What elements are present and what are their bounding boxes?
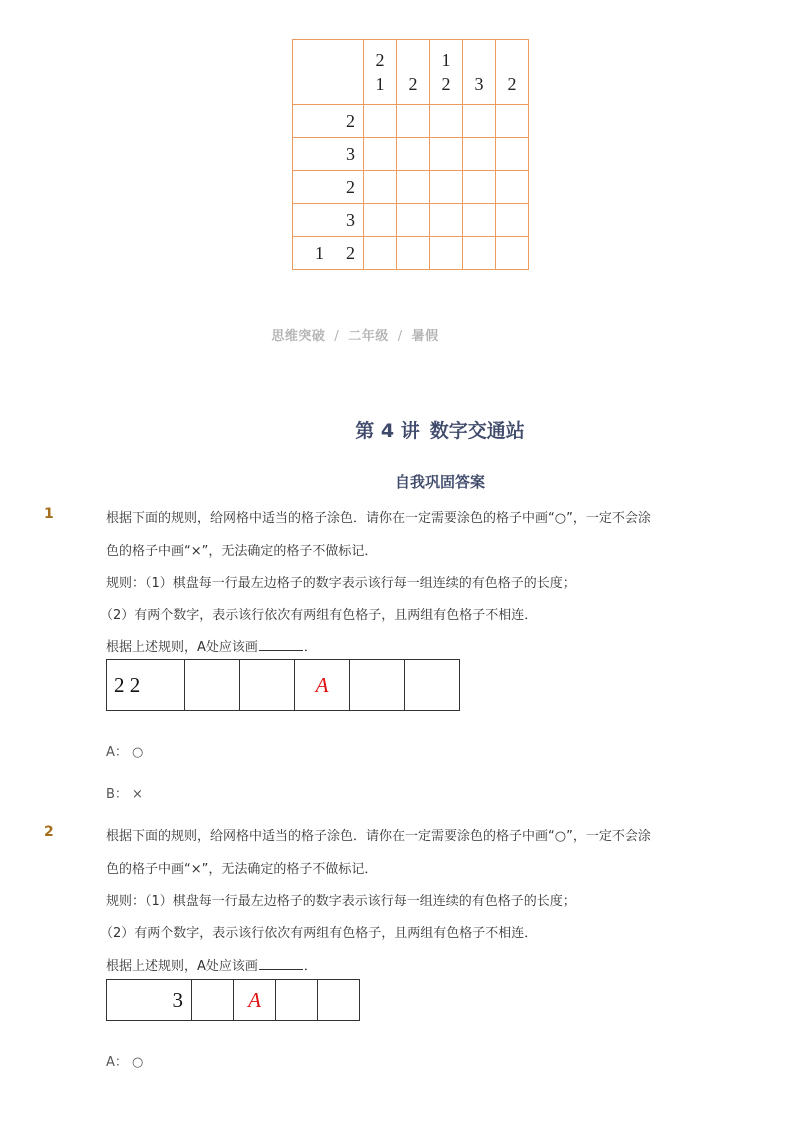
grid-cell bbox=[430, 204, 463, 237]
column-clue: 1 2 bbox=[430, 40, 463, 105]
lecture-title bbox=[0, 416, 800, 443]
row-clue: 2 bbox=[293, 105, 364, 138]
breadcrumb-item: 二年级 bbox=[348, 329, 389, 344]
answer-blank bbox=[259, 639, 303, 651]
grid-cell bbox=[496, 204, 529, 237]
grid-cell bbox=[397, 138, 430, 171]
grid-cell bbox=[397, 105, 430, 138]
rule-line: 规则：（1）棋盘每一行最左边格子的数字表示该行每一组连续的有色格子的长度； bbox=[106, 576, 576, 591]
grid-cell bbox=[463, 171, 496, 204]
breadcrumb-separator: / bbox=[397, 329, 403, 344]
puzzle-cell-a bbox=[295, 660, 350, 711]
column-clue: 2 1 bbox=[364, 40, 397, 105]
puzzle-cell-a bbox=[234, 980, 276, 1021]
puzzle-cell bbox=[276, 980, 318, 1021]
grid-row bbox=[293, 105, 529, 138]
grid-cell bbox=[496, 105, 529, 138]
row-clue: 1 2 bbox=[293, 237, 364, 270]
column-clue: 2 bbox=[397, 40, 430, 105]
grid-cell bbox=[430, 105, 463, 138]
puzzle-cell bbox=[185, 660, 240, 711]
puzzle-cell bbox=[240, 660, 295, 711]
answer-option[interactable]: A： ○ bbox=[106, 745, 144, 760]
grid-cell bbox=[364, 204, 397, 237]
grid-cell bbox=[496, 171, 529, 204]
question-prompt: 根据上述规则，A处应该画 ． bbox=[106, 959, 317, 974]
breadcrumb bbox=[0, 325, 710, 344]
rule-line: （2）有两个数字，表示该行依次有两组有色格子，且两组有色格子不相连． bbox=[100, 608, 538, 623]
puzzle-row-table bbox=[106, 979, 360, 1021]
grid-row bbox=[293, 237, 529, 270]
grid-cell bbox=[463, 105, 496, 138]
grid-cell bbox=[430, 138, 463, 171]
grid-cell bbox=[397, 237, 430, 270]
question-text-line: 根据下面的规则，给网格中适当的格子涂色．请你在一定需要涂色的格子中画“○”，一定不会涂 bbox=[106, 829, 651, 844]
puzzle-cell bbox=[192, 980, 234, 1021]
grid-cell bbox=[463, 237, 496, 270]
grid-corner bbox=[293, 40, 364, 105]
puzzle-cell bbox=[350, 660, 405, 711]
grid-cell bbox=[364, 138, 397, 171]
answer-blank bbox=[259, 958, 303, 970]
column-clue-row bbox=[293, 40, 529, 105]
lecture-number: 第 4 讲 bbox=[355, 420, 420, 442]
rule-line: （2）有两个数字，表示该行依次有两组有色格子，且两组有色格子不相连． bbox=[100, 926, 538, 941]
grid-cell bbox=[463, 204, 496, 237]
question-number: 2 bbox=[44, 824, 54, 840]
grid-cell bbox=[496, 138, 529, 171]
breadcrumb-item: 思维突破 bbox=[271, 329, 326, 344]
breadcrumb-separator: / bbox=[334, 329, 340, 344]
rule-line: 规则：（1）棋盘每一行最左边格子的数字表示该行每一组连续的有色格子的长度； bbox=[106, 894, 576, 909]
puzzle-cell bbox=[318, 980, 360, 1021]
grid-cell bbox=[430, 237, 463, 270]
row-clue: 2 bbox=[293, 171, 364, 204]
breadcrumb-item: 暑假 bbox=[411, 329, 439, 344]
grid-cell bbox=[463, 138, 496, 171]
column-clue: 3 bbox=[463, 40, 496, 105]
mark-a: A bbox=[315, 672, 329, 697]
lecture-name: 数字交通站 bbox=[429, 420, 525, 442]
row-clue: 3 bbox=[293, 138, 364, 171]
grid-cell bbox=[397, 204, 430, 237]
grid-cell bbox=[397, 171, 430, 204]
column-clue: 2 bbox=[496, 40, 529, 105]
row-clue: 2 2 bbox=[107, 660, 185, 711]
puzzle-row-table bbox=[106, 659, 460, 711]
grid-row bbox=[293, 138, 529, 171]
answer-option[interactable]: B： × bbox=[106, 787, 143, 802]
question-prompt: 根据上述规则，A处应该画 ． bbox=[106, 640, 317, 655]
question-text-line: 色的格子中画“×”，无法确定的格子不做标记． bbox=[106, 544, 378, 559]
grid-cell bbox=[496, 237, 529, 270]
question-text-line: 根据下面的规则，给网格中适当的格子涂色．请你在一定需要涂色的格子中画“○”，一定不会涂 bbox=[106, 511, 651, 526]
mark-a: A bbox=[248, 987, 261, 1012]
grid-cell bbox=[364, 105, 397, 138]
question-text-line: 色的格子中画“×”，无法确定的格子不做标记． bbox=[106, 862, 378, 877]
row-clue: 3 bbox=[107, 980, 192, 1021]
nonogram-grid bbox=[292, 39, 529, 270]
puzzle-cell bbox=[405, 660, 460, 711]
section-title: 自我巩固答案 bbox=[394, 473, 485, 491]
row-clue: 3 bbox=[293, 204, 364, 237]
answer-option[interactable]: A： ○ bbox=[106, 1055, 144, 1070]
grid-row bbox=[293, 171, 529, 204]
question-number: 1 bbox=[44, 506, 54, 522]
grid-cell bbox=[430, 171, 463, 204]
grid-cell bbox=[364, 237, 397, 270]
grid-row bbox=[293, 204, 529, 237]
grid-cell bbox=[364, 171, 397, 204]
